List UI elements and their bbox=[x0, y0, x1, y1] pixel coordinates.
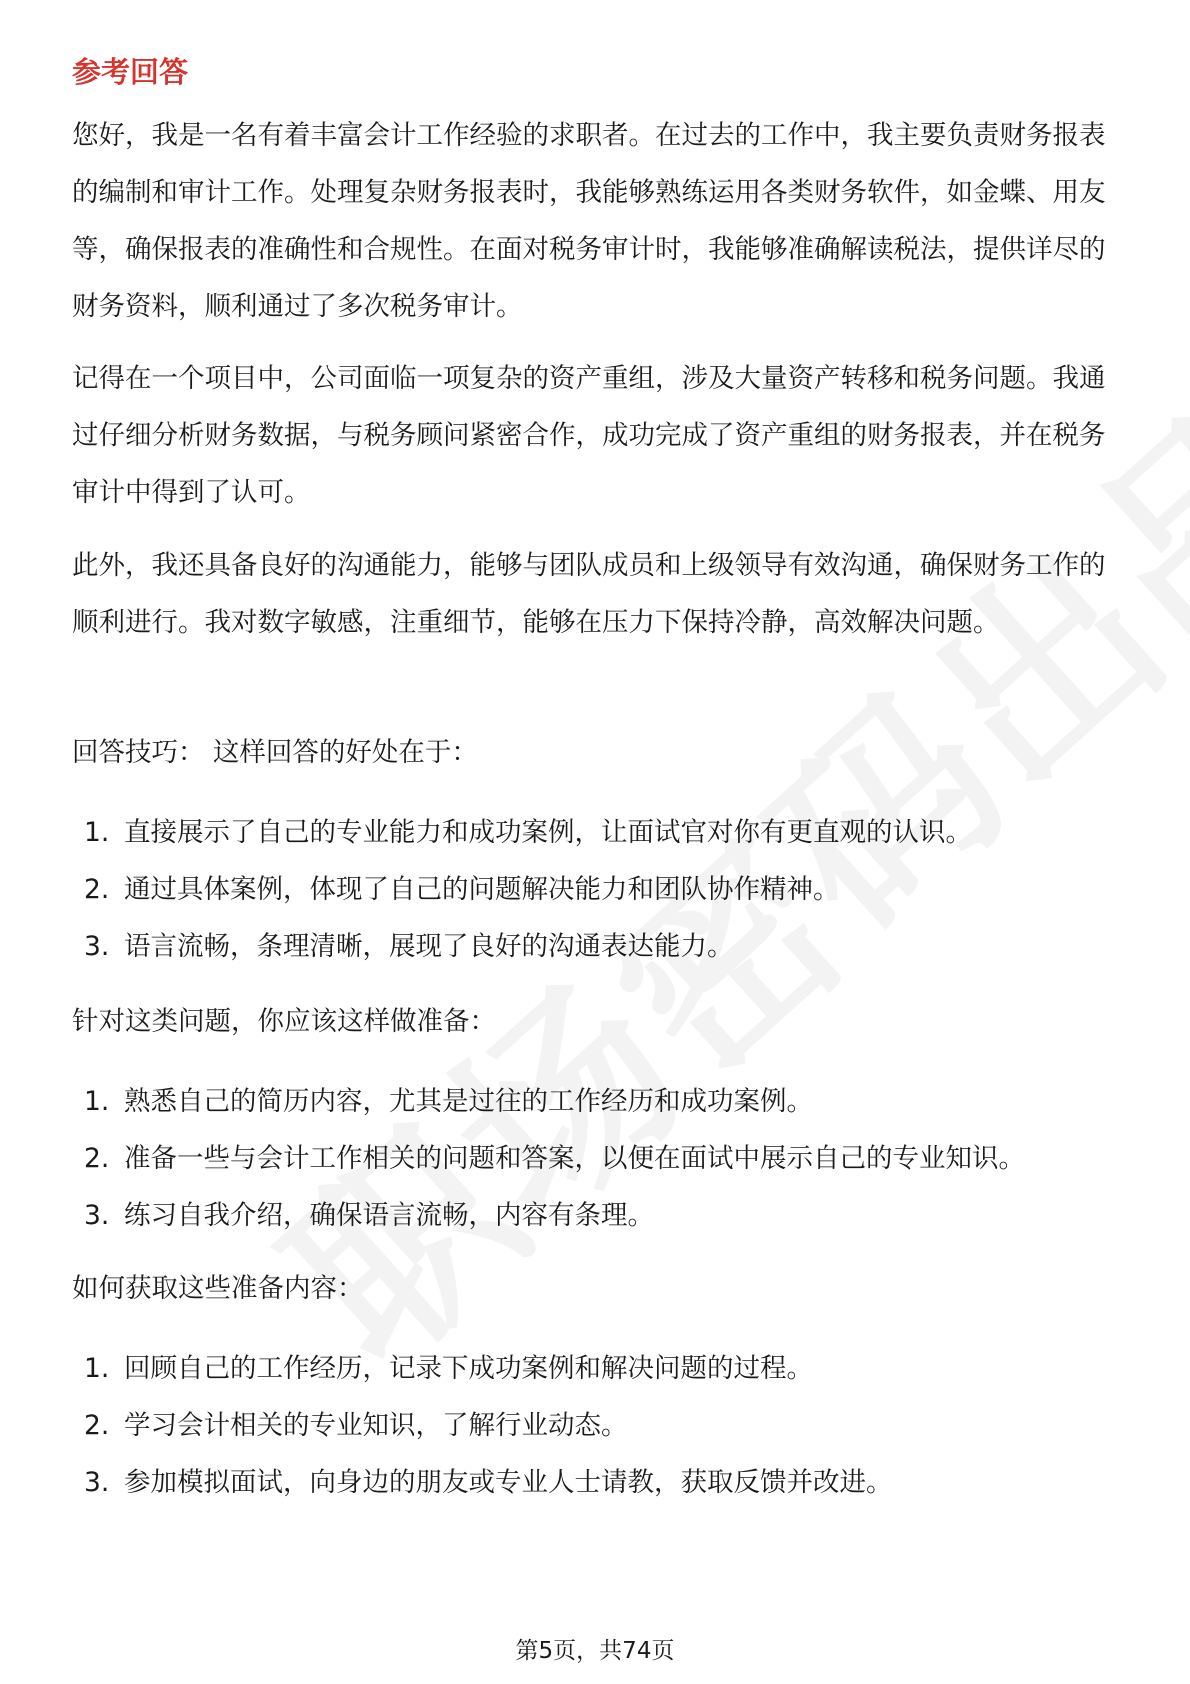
list-text: 回顾自己的工作经历，记录下成功案例和解决问题的过程。 bbox=[124, 1353, 813, 1384]
list-item bbox=[84, 1454, 893, 1511]
list-number: 3. bbox=[84, 1467, 110, 1498]
list-text: 参加模拟面试，向身边的朋友或专业人士请教，获取反馈并改进。 bbox=[124, 1467, 893, 1498]
list-number: 2. bbox=[84, 874, 110, 905]
list-item bbox=[84, 1340, 893, 1397]
answer-paragraph-1: 您好，我是一名有着丰富会计工作经验的求职者。在过去的工作中，我主要负责财务报表的编制和审计工作。处理复杂财务报表时，我能够熟练运用各类财务软件，如金蝶、用友等，确保报表的准确性和合规性。在面对税务审计时，我能够准确解读税法，提供详尽的财务资料，顺利通过了多次税务审计。 bbox=[72, 120, 1106, 322]
preparation-label: 针对这类问题，你应该这样做准备： bbox=[72, 1006, 496, 1037]
list-number: 1. bbox=[84, 1086, 110, 1117]
list-item bbox=[84, 1187, 1025, 1244]
list-item bbox=[84, 1130, 1025, 1187]
sources-list bbox=[84, 1340, 893, 1511]
tips-label: 回答技巧： 这样回答的好处在于： bbox=[72, 737, 478, 768]
list-item bbox=[84, 1073, 1025, 1130]
list-text: 语言流畅，条理清晰，展现了良好的沟通表达能力。 bbox=[124, 931, 734, 962]
list-number: 3. bbox=[84, 1200, 110, 1231]
list-text: 熟悉自己的简历内容，尤其是过往的工作经历和成功案例。 bbox=[124, 1086, 813, 1117]
answer-paragraph-2: 记得在一个项目中，公司面临一项复杂的资产重组，涉及大量资产转移和税务问题。我通过仔细分析财务数据，与税务顾问紧密合作，成功完成了资产重组的财务报表，并在税务审计中得到了认可。 bbox=[72, 363, 1106, 508]
answer-paragraph-3: 此外，我还具备良好的沟通能力，能够与团队成员和上级领导有效沟通，确保财务工作的顺利进行。我对数字敏感，注重细节，能够在压力下保持冷静，高效解决问题。 bbox=[72, 550, 1106, 638]
list-text: 学习会计相关的专业知识，了解行业动态。 bbox=[124, 1410, 628, 1441]
list-number: 1. bbox=[84, 817, 110, 848]
list-number: 2. bbox=[84, 1410, 110, 1441]
list-text: 准备一些与会计工作相关的问题和答案，以便在面试中展示自己的专业知识。 bbox=[124, 1143, 1025, 1174]
list-text: 练习自我介绍，确保语言流畅，内容有条理。 bbox=[124, 1200, 654, 1231]
list-item bbox=[84, 861, 972, 918]
list-number: 2. bbox=[84, 1143, 110, 1174]
list-text: 通过具体案例，体现了自己的问题解决能力和团队协作精神。 bbox=[124, 874, 840, 905]
tips-list bbox=[84, 804, 972, 975]
list-item bbox=[84, 1397, 893, 1454]
list-text: 直接展示了自己的专业能力和成功案例，让面试官对你有更直观的认识。 bbox=[124, 817, 972, 848]
list-item bbox=[84, 918, 972, 975]
preparation-list bbox=[84, 1073, 1025, 1244]
sources-label: 如何获取这些准备内容： bbox=[72, 1273, 364, 1304]
page-number: 第5页，共74页 bbox=[515, 1638, 675, 1664]
list-number: 3. bbox=[84, 931, 110, 962]
list-number: 1. bbox=[84, 1353, 110, 1384]
section-heading: 参考回答 bbox=[72, 55, 189, 89]
list-item bbox=[84, 804, 972, 861]
